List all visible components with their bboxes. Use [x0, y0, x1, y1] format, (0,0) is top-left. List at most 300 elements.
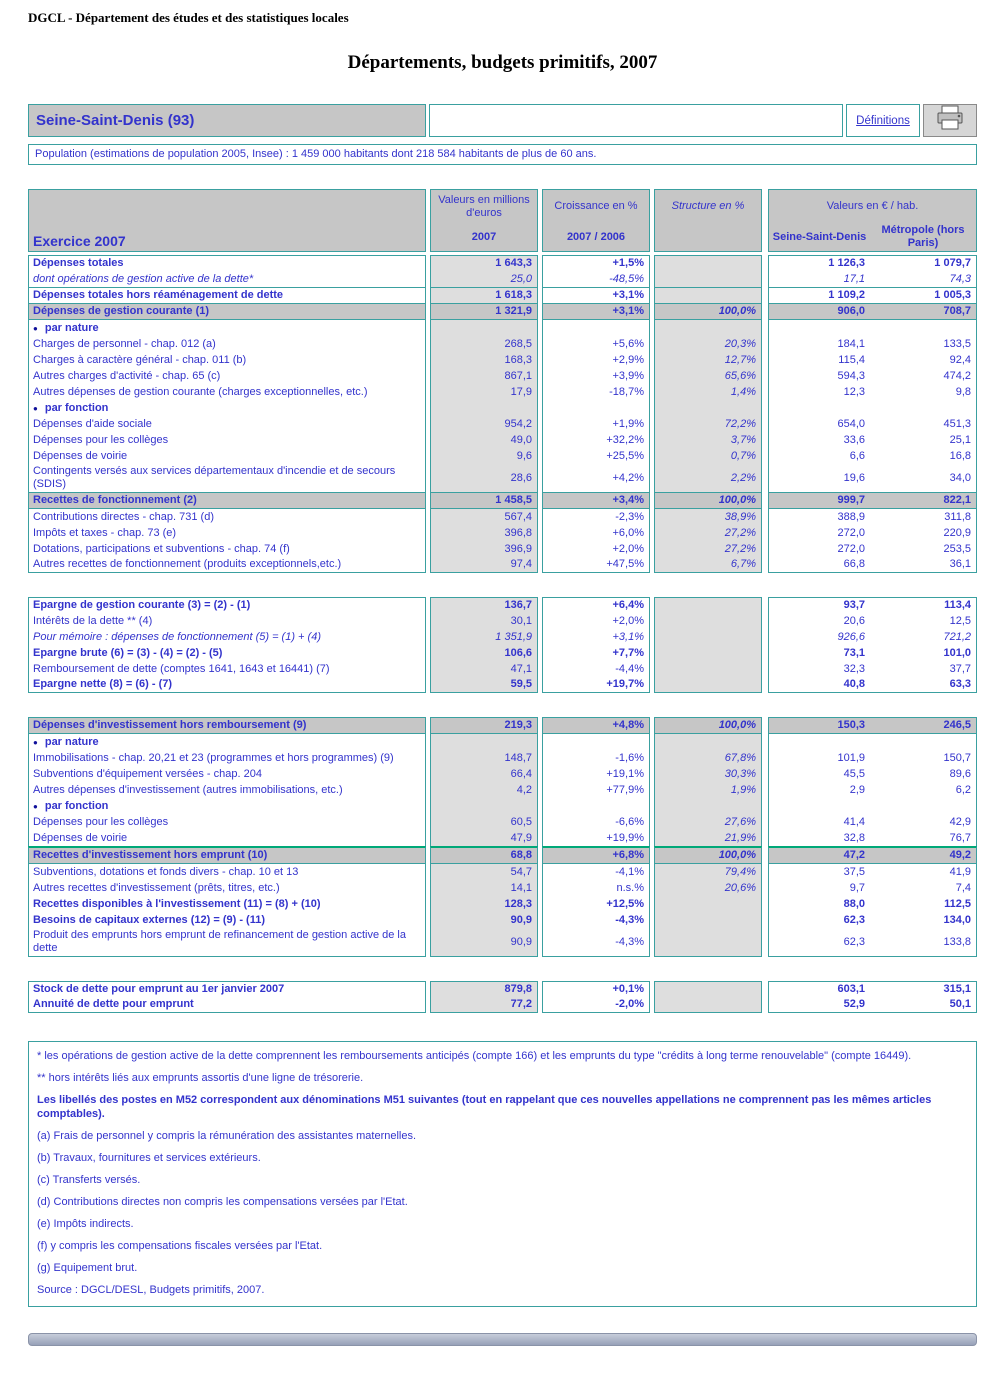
table-section — [28, 981, 977, 1013]
value-growth: +7,7% — [542, 645, 650, 661]
value-millions — [430, 798, 538, 814]
value-growth: n.s.% — [542, 880, 650, 896]
value-per-hab-ssd: 45,5 — [768, 766, 870, 782]
agency-header: DGCL - Département des études et des statistiques locales — [28, 10, 349, 25]
value-growth: -18,7% — [542, 384, 650, 400]
table-header-row-1 — [28, 189, 977, 223]
row-label: Dépenses totales hors réaménagement de dette — [28, 287, 426, 303]
value-per-hab-ssd — [768, 734, 870, 750]
row-label: Dépenses d'aide sociale — [28, 416, 426, 432]
table-row — [28, 766, 977, 782]
value-structure — [654, 645, 762, 661]
value-per-hab-ssd — [768, 400, 870, 416]
value-millions: 47,1 — [430, 661, 538, 677]
value-per-hab-ssd: 19,6 — [768, 464, 870, 492]
value-structure: 6,7% — [654, 557, 762, 573]
value-structure: 100,0% — [654, 717, 762, 734]
value-per-hab-ssd: 37,5 — [768, 864, 870, 880]
value-per-hab-ssd: 926,6 — [768, 629, 870, 645]
table-row — [28, 661, 977, 677]
value-millions: 396,8 — [430, 525, 538, 541]
exercice-label: Exercice 2007 — [28, 223, 426, 252]
value-millions — [430, 734, 538, 750]
row-label: Contingents versés aux services départementaux d'incendie et de secours (SDIS) — [28, 464, 426, 492]
row-label: Dépenses de voirie — [28, 448, 426, 464]
table-row — [28, 734, 977, 750]
value-structure — [654, 629, 762, 645]
value-growth: +25,5% — [542, 448, 650, 464]
value-growth: +19,9% — [542, 830, 650, 846]
value-growth: +3,1% — [542, 287, 650, 303]
value-per-hab-metro — [870, 734, 977, 750]
value-per-hab-ssd: 62,3 — [768, 928, 870, 957]
value-per-hab-metro: 133,8 — [870, 928, 977, 957]
value-per-hab-metro — [870, 320, 977, 336]
table-header — [28, 189, 977, 252]
table-row — [28, 846, 977, 864]
value-millions: 396,9 — [430, 541, 538, 557]
footnote: ** hors intérêts liés aux emprunts assortis d'une ligne de trésorerie. — [37, 1072, 364, 1084]
value-structure: 12,7% — [654, 352, 762, 368]
footnote: (a) Frais de personnel y compris la rémunération des assistantes maternelles. — [37, 1130, 417, 1142]
budget-table — [28, 189, 977, 1013]
value-growth — [542, 798, 650, 814]
col-header-seine-saint-denis: Seine-Saint-Denis — [768, 223, 870, 252]
row-label: Annuité de dette pour emprunt — [28, 997, 426, 1013]
value-growth: +4,8% — [542, 717, 650, 734]
value-per-hab-metro: 89,6 — [870, 766, 977, 782]
col-header-per-hab: Valeurs en € / hab. — [768, 189, 977, 223]
table-section — [28, 597, 977, 693]
table-row — [28, 981, 977, 997]
value-millions: 54,7 — [430, 864, 538, 880]
row-label: Autres recettes de fonctionnement (produits exceptionnels,etc.) — [28, 557, 426, 573]
value-growth: +47,5% — [542, 557, 650, 573]
row-label: Produit des emprunts hors emprunt de refinancement de gestion active de la dette — [28, 928, 426, 957]
value-per-hab-ssd: 33,6 — [768, 432, 870, 448]
value-per-hab-ssd: 20,6 — [768, 613, 870, 629]
value-millions: 9,6 — [430, 448, 538, 464]
value-per-hab-metro: 37,7 — [870, 661, 977, 677]
value-growth: +5,6% — [542, 336, 650, 352]
value-per-hab-ssd: 62,3 — [768, 912, 870, 928]
table-row — [28, 303, 977, 320]
value-growth — [542, 734, 650, 750]
table-row — [28, 352, 977, 368]
department-name: Seine-Saint-Denis (93) — [28, 104, 426, 137]
value-per-hab-ssd: 594,3 — [768, 368, 870, 384]
row-label: Dépenses pour les collèges — [28, 432, 426, 448]
value-per-hab-metro: 474,2 — [870, 368, 977, 384]
value-per-hab-metro: 12,5 — [870, 613, 977, 629]
value-per-hab-metro: 315,1 — [870, 981, 977, 997]
value-per-hab-ssd: 17,1 — [768, 271, 870, 287]
value-per-hab-ssd: 101,9 — [768, 750, 870, 766]
value-per-hab-metro: 25,1 — [870, 432, 977, 448]
footnote: Les libellés des postes en M52 correspondent aux dénominations M51 suivantes (tout en rappelant que ces nouvelles appellations ne comprennent pas les mêmes articles comptables). — [37, 1094, 932, 1120]
value-growth: +12,5% — [542, 896, 650, 912]
value-growth: +3,1% — [542, 303, 650, 320]
row-label: Intérêts de la dette ** (4) — [28, 613, 426, 629]
definitions-link[interactable]: Définitions — [856, 114, 910, 127]
value-per-hab-metro: 721,2 — [870, 629, 977, 645]
table-row — [28, 717, 977, 734]
value-per-hab-ssd: 115,4 — [768, 352, 870, 368]
value-structure — [654, 912, 762, 928]
value-growth — [542, 320, 650, 336]
value-millions: 30,1 — [430, 613, 538, 629]
row-label: Autres dépenses de gestion courante (charges exceptionnelles, etc.) — [28, 384, 426, 400]
col-subheader-2007: 2007 — [430, 223, 538, 252]
value-growth: +2,9% — [542, 352, 650, 368]
value-structure: 38,9% — [654, 509, 762, 525]
value-per-hab-ssd: 6,6 — [768, 448, 870, 464]
value-growth: +3,9% — [542, 368, 650, 384]
value-millions: 168,3 — [430, 352, 538, 368]
printer-icon — [935, 105, 965, 136]
value-growth: +2,0% — [542, 613, 650, 629]
budget-table-body — [28, 255, 977, 1013]
table-row — [28, 464, 977, 492]
value-millions: 90,9 — [430, 928, 538, 957]
value-growth: +4,2% — [542, 464, 650, 492]
row-label: Dépenses totales — [28, 255, 426, 271]
value-structure: 72,2% — [654, 416, 762, 432]
row-label: Autres charges d'activité - chap. 65 (c) — [28, 368, 426, 384]
table-row — [28, 557, 977, 573]
definitions-box — [846, 104, 920, 137]
row-label: dont opérations de gestion active de la dette* — [28, 271, 426, 287]
value-structure — [654, 271, 762, 287]
value-per-hab-ssd: 40,8 — [768, 677, 870, 693]
value-per-hab-metro: 134,0 — [870, 912, 977, 928]
value-structure: 67,8% — [654, 750, 762, 766]
row-label: Immobilisations - chap. 20,21 et 23 (programmes et hors programmes) (9) — [28, 750, 426, 766]
top-bar — [28, 104, 977, 137]
value-millions: 49,0 — [430, 432, 538, 448]
value-per-hab-ssd: 52,9 — [768, 997, 870, 1013]
value-growth: -4,1% — [542, 864, 650, 880]
row-label — [28, 798, 426, 814]
value-millions: 1 351,9 — [430, 629, 538, 645]
footnotes-box — [28, 1041, 977, 1307]
table-row — [28, 997, 977, 1013]
value-per-hab-metro: 63,3 — [870, 677, 977, 693]
value-millions: 1 618,3 — [430, 287, 538, 303]
bullet-icon: ● — [33, 323, 38, 333]
value-growth — [542, 400, 650, 416]
table-row — [28, 432, 977, 448]
value-structure — [654, 613, 762, 629]
row-label: Charges à caractère général - chap. 011 (b) — [28, 352, 426, 368]
value-millions: 106,6 — [430, 645, 538, 661]
value-structure — [654, 320, 762, 336]
value-millions: 68,8 — [430, 846, 538, 864]
value-per-hab-metro: 76,7 — [870, 830, 977, 846]
value-structure: 3,7% — [654, 432, 762, 448]
value-per-hab-metro: 74,3 — [870, 271, 977, 287]
value-growth: +6,4% — [542, 597, 650, 613]
value-per-hab-metro — [870, 798, 977, 814]
bullet-label: par nature — [44, 321, 99, 334]
value-millions: 14,1 — [430, 880, 538, 896]
value-per-hab-metro: 36,1 — [870, 557, 977, 573]
col-header-structure: Structure en % — [654, 189, 762, 223]
table-row — [28, 368, 977, 384]
row-label: Dépenses d'investissement hors remboursement (9) — [28, 717, 426, 734]
row-label: Autres recettes d'investissement (prêts, titres, etc.) — [28, 880, 426, 896]
value-per-hab-ssd: 32,8 — [768, 830, 870, 846]
value-per-hab-metro: 42,9 — [870, 814, 977, 830]
value-structure: 0,7% — [654, 448, 762, 464]
value-growth: -2,3% — [542, 509, 650, 525]
table-row — [28, 525, 977, 541]
value-growth: +32,2% — [542, 432, 650, 448]
value-per-hab-metro: 246,5 — [870, 717, 977, 734]
col-subheader-structure-empty — [654, 223, 762, 252]
table-row — [28, 320, 977, 336]
row-label: Impôts et taxes - chap. 73 (e) — [28, 525, 426, 541]
value-millions: 954,2 — [430, 416, 538, 432]
value-structure: 65,6% — [654, 368, 762, 384]
value-structure: 1,9% — [654, 782, 762, 798]
value-structure — [654, 997, 762, 1013]
row-label: Subventions d'équipement versées - chap. 204 — [28, 766, 426, 782]
value-per-hab-ssd: 12,3 — [768, 384, 870, 400]
value-structure: 30,3% — [654, 766, 762, 782]
table-row — [28, 830, 977, 846]
value-millions: 90,9 — [430, 912, 538, 928]
value-per-hab-ssd: 73,1 — [768, 645, 870, 661]
value-millions: 128,3 — [430, 896, 538, 912]
value-per-hab-ssd: 388,9 — [768, 509, 870, 525]
bullet-icon: ● — [33, 801, 38, 811]
value-per-hab-ssd: 1 126,3 — [768, 255, 870, 271]
value-structure — [654, 661, 762, 677]
value-millions: 1 458,5 — [430, 492, 538, 509]
value-per-hab-metro: 101,0 — [870, 645, 977, 661]
value-millions — [430, 400, 538, 416]
value-millions: 77,2 — [430, 997, 538, 1013]
table-row — [28, 645, 977, 661]
bullet-label: par nature — [44, 735, 99, 748]
value-growth: -4,3% — [542, 912, 650, 928]
row-label: Epargne brute (6) = (3) - (4) = (2) - (5) — [28, 645, 426, 661]
value-growth: +6,0% — [542, 525, 650, 541]
value-per-hab-metro: 16,8 — [870, 448, 977, 464]
table-row — [28, 912, 977, 928]
value-per-hab-ssd: 93,7 — [768, 597, 870, 613]
table-row — [28, 880, 977, 896]
value-per-hab-ssd: 603,1 — [768, 981, 870, 997]
value-millions: 1 643,3 — [430, 255, 538, 271]
value-millions: 28,6 — [430, 464, 538, 492]
value-per-hab-metro: 50,1 — [870, 997, 977, 1013]
value-per-hab-metro: 220,9 — [870, 525, 977, 541]
row-label: Charges de personnel - chap. 012 (a) — [28, 336, 426, 352]
table-row — [28, 336, 977, 352]
table-row — [28, 287, 977, 303]
table-row — [28, 782, 977, 798]
value-per-hab-ssd: 1 109,2 — [768, 287, 870, 303]
col-header-growth: Croissance en % — [542, 189, 650, 223]
footnote: (d) Contributions directes non compris les compensations versées par l'Etat. — [37, 1196, 408, 1208]
col-header-millions: Valeurs en millions d'euros — [430, 189, 538, 223]
value-per-hab-metro: 708,7 — [870, 303, 977, 320]
value-growth: -6,6% — [542, 814, 650, 830]
value-growth: -4,3% — [542, 928, 650, 957]
footnote: (b) Travaux, fournitures et services extérieurs. — [37, 1152, 261, 1164]
footnote: (f) y compris les compensations fiscales versées par l'Etat. — [37, 1240, 323, 1252]
value-growth: +3,1% — [542, 629, 650, 645]
bullet-icon: ● — [33, 737, 38, 747]
table-section — [28, 255, 977, 573]
value-per-hab-ssd — [768, 798, 870, 814]
value-structure — [654, 287, 762, 303]
value-millions: 567,4 — [430, 509, 538, 525]
value-structure: 27,6% — [654, 814, 762, 830]
value-per-hab-ssd: 150,3 — [768, 717, 870, 734]
table-row — [28, 613, 977, 629]
value-per-hab-ssd: 9,7 — [768, 880, 870, 896]
footnote: (e) Impôts indirects. — [37, 1218, 134, 1230]
value-per-hab-ssd: 2,9 — [768, 782, 870, 798]
value-millions: 4,2 — [430, 782, 538, 798]
value-per-hab-metro: 9,8 — [870, 384, 977, 400]
value-per-hab-ssd: 272,0 — [768, 525, 870, 541]
value-per-hab-ssd: 272,0 — [768, 541, 870, 557]
table-row — [28, 448, 977, 464]
value-structure — [654, 896, 762, 912]
value-per-hab-metro: 7,4 — [870, 880, 977, 896]
table-row — [28, 629, 977, 645]
row-label: Epargne de gestion courante (3) = (2) - (1) — [28, 597, 426, 613]
table-row — [28, 814, 977, 830]
footnote: (c) Transferts versés. — [37, 1174, 141, 1186]
value-structure: 2,2% — [654, 464, 762, 492]
value-growth: +77,9% — [542, 782, 650, 798]
row-label: Dotations, participations et subventions - chap. 74 (f) — [28, 541, 426, 557]
value-per-hab-ssd: 41,4 — [768, 814, 870, 830]
row-label — [28, 734, 426, 750]
row-label: Besoins de capitaux externes (12) = (9) - (11) — [28, 912, 426, 928]
table-row — [28, 928, 977, 957]
row-label: Recettes de fonctionnement (2) — [28, 492, 426, 509]
row-label: Dépenses pour les collèges — [28, 814, 426, 830]
value-per-hab-metro: 49,2 — [870, 846, 977, 864]
table-row — [28, 509, 977, 525]
table-row — [28, 541, 977, 557]
value-growth: +1,9% — [542, 416, 650, 432]
value-growth: -1,6% — [542, 750, 650, 766]
value-structure — [654, 928, 762, 957]
value-millions: 1 321,9 — [430, 303, 538, 320]
value-structure — [654, 734, 762, 750]
print-button[interactable] — [923, 104, 977, 137]
value-millions: 59,5 — [430, 677, 538, 693]
row-label: Dépenses de voirie — [28, 830, 426, 846]
value-per-hab-ssd: 32,3 — [768, 661, 870, 677]
header-label-spacer — [28, 189, 426, 223]
value-per-hab-metro: 253,5 — [870, 541, 977, 557]
table-row — [28, 384, 977, 400]
value-per-hab-metro: 133,5 — [870, 336, 977, 352]
value-growth: +1,5% — [542, 255, 650, 271]
value-per-hab-metro: 1 079,7 — [870, 255, 977, 271]
value-structure — [654, 400, 762, 416]
value-millions: 867,1 — [430, 368, 538, 384]
row-label: Epargne nette (8) = (6) - (7) — [28, 677, 426, 693]
value-structure: 27,2% — [654, 541, 762, 557]
value-per-hab-ssd — [768, 320, 870, 336]
value-per-hab-metro: 451,3 — [870, 416, 977, 432]
value-per-hab-metro: 113,4 — [870, 597, 977, 613]
source-note: Source : DGCL/DESL, Budgets primitifs, 2007. — [37, 1284, 265, 1296]
value-structure — [654, 255, 762, 271]
value-growth: -48,5% — [542, 271, 650, 287]
row-label: Pour mémoire : dépenses de fonctionnement (5) = (1) + (4) — [28, 629, 426, 645]
value-structure: 79,4% — [654, 864, 762, 880]
value-structure: 20,6% — [654, 880, 762, 896]
value-millions: 879,8 — [430, 981, 538, 997]
value-structure — [654, 597, 762, 613]
table-row — [28, 864, 977, 880]
value-growth: +19,7% — [542, 677, 650, 693]
value-per-hab-metro — [870, 400, 977, 416]
value-millions: 148,7 — [430, 750, 538, 766]
row-label — [28, 400, 426, 416]
row-label: Subventions, dotations et fonds divers - chap. 10 et 13 — [28, 864, 426, 880]
footer-bar — [28, 1333, 977, 1346]
value-structure: 100,0% — [654, 492, 762, 509]
value-growth: +3,4% — [542, 492, 650, 509]
table-row — [28, 896, 977, 912]
value-millions: 219,3 — [430, 717, 538, 734]
value-structure — [654, 981, 762, 997]
value-per-hab-ssd: 654,0 — [768, 416, 870, 432]
col-header-metropole: Métropole (hors Paris) — [870, 223, 977, 252]
value-millions: 268,5 — [430, 336, 538, 352]
table-row — [28, 750, 977, 766]
value-millions: 136,7 — [430, 597, 538, 613]
value-structure: 20,3% — [654, 336, 762, 352]
value-structure — [654, 677, 762, 693]
bullet-icon: ● — [33, 403, 38, 413]
value-millions: 66,4 — [430, 766, 538, 782]
row-label — [28, 320, 426, 336]
table-row — [28, 416, 977, 432]
value-per-hab-ssd: 47,2 — [768, 846, 870, 864]
header-spacer — [429, 104, 843, 137]
row-label: Remboursement de dette (comptes 1641, 1643 et 16441) (7) — [28, 661, 426, 677]
value-growth: -2,0% — [542, 997, 650, 1013]
row-label: Contributions directes - chap. 731 (d) — [28, 509, 426, 525]
value-growth: +19,1% — [542, 766, 650, 782]
value-structure: 27,2% — [654, 525, 762, 541]
value-growth: -4,4% — [542, 661, 650, 677]
table-section — [28, 717, 977, 957]
value-per-hab-ssd: 999,7 — [768, 492, 870, 509]
value-structure: 100,0% — [654, 303, 762, 320]
value-growth: +6,8% — [542, 846, 650, 864]
value-per-hab-metro: 112,5 — [870, 896, 977, 912]
table-header-row-2 — [28, 223, 977, 252]
value-growth: +0,1% — [542, 981, 650, 997]
value-per-hab-metro: 34,0 — [870, 464, 977, 492]
table-row — [28, 677, 977, 693]
table-row — [28, 597, 977, 613]
col-subheader-2007-2006: 2007 / 2006 — [542, 223, 650, 252]
